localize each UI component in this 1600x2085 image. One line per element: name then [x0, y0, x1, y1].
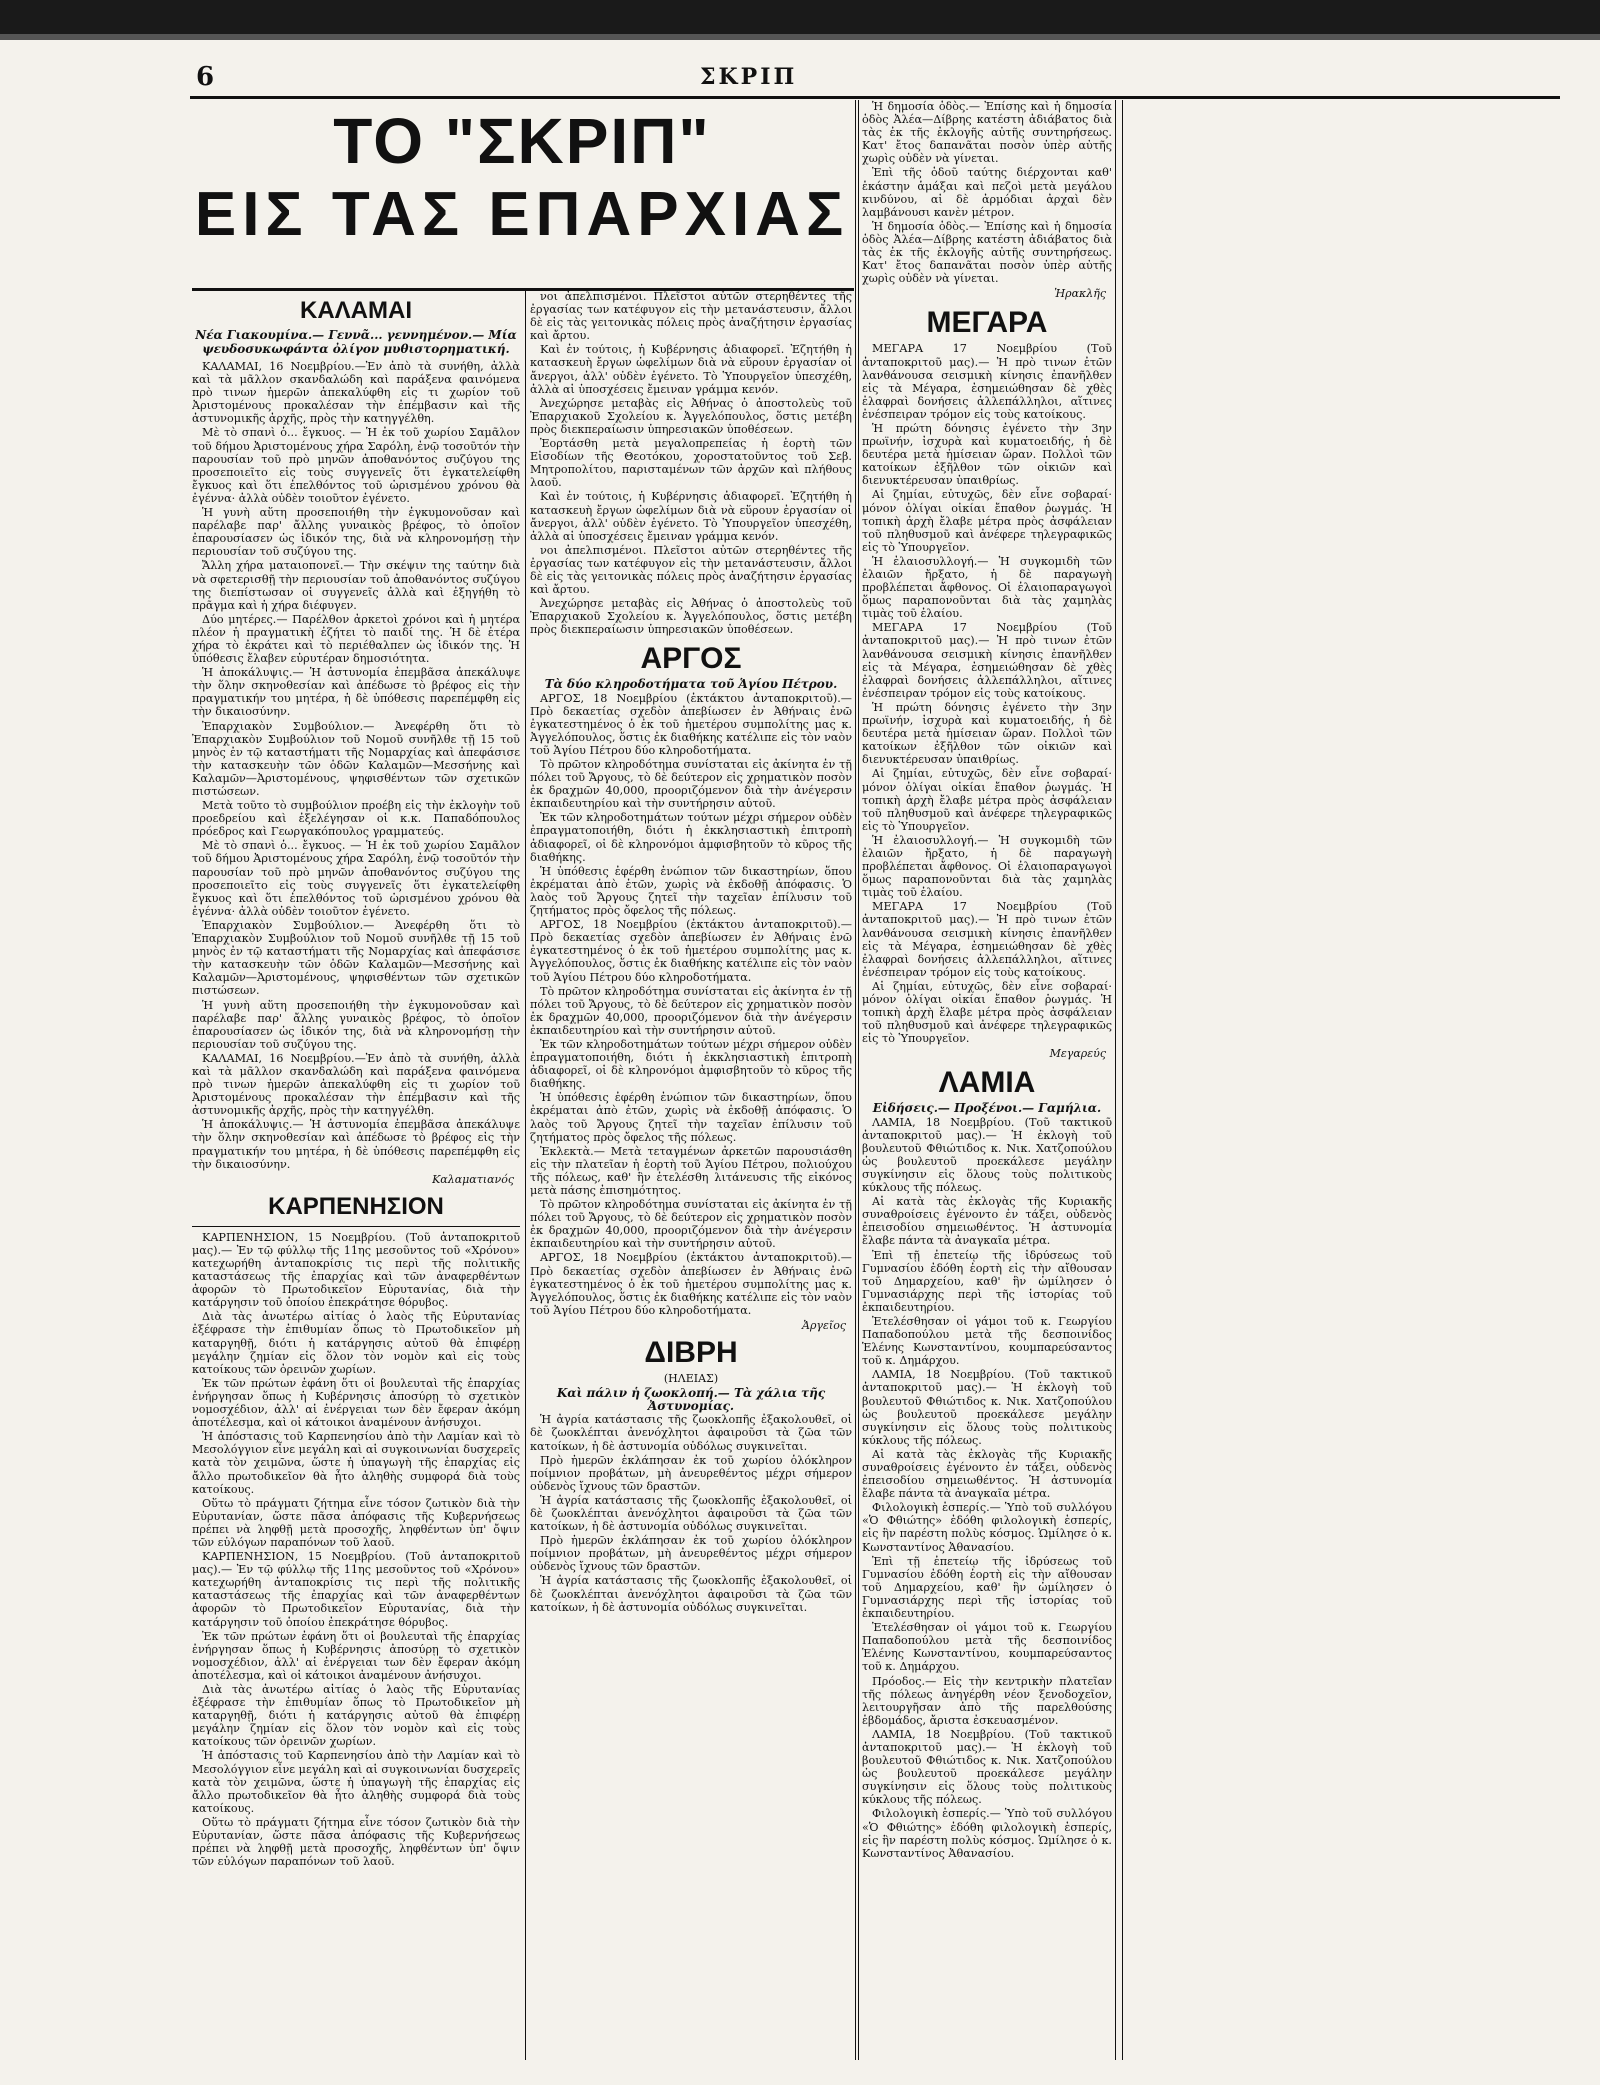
col2-paragraph: Καὶ ἐν τούτοις, ἡ Κυβέρνησις ἀδιαφορεῖ. Ἐζητήθη ἡ κατασκευὴ ἔργων ὠφελίμων διὰ νὰ εὕρουν ἐργασίαν οἱ ἄνεργοι, ἀλλ' οὐδὲν ἐγένετο. Τὸ Ὑπουργεῖον ὑπεσχέθη, ἀλλὰ αἱ ὑποσχέσεις ἔμειναν γράμμα κενόν.: [530, 343, 852, 396]
karpenision-paragraph: ΚΑΡΠΕΝΗΣΙΟΝ, 15 Νοεμβρίου. (Τοῦ ἀνταποκριτοῦ μας).— Ἐν τῷ φύλλῳ τῆς 11ης μεσοῦντος τοῦ «Χρόνου» κατεχωρήθη ἀνταποκρίσις τις περὶ τῆς πολιτικῆς καταστάσεως τῆς ἐπαρχίας καὶ τῶν ἀναφερθέντων ἀφορῶν τὸ Πρωτοδικεῖον Εὐρυτανίας, διὰ τὴν κατάργησιν τοῦ ὁποίου ἐπεκράτησε θόρυβος.: [192, 1230, 520, 1310]
col3-paragraph: Ἡ δημοσία ὁδὸς.— Ἐπίσης καὶ ἡ δημοσία ὁδὸς Ἀλέα—Δίβρης κατέστη ἀδιάβατος διὰ τὰς ἐκ τῆς ἐκλογῆς αὐτῆς συντηρήσεως. Κατ' ἔτος δαπανᾶται ποσὸν ὑπὲρ αὐτῆς χωρὶς οὐδὲν νὰ γίνεται.: [862, 100, 1112, 166]
argos-paragraph: Ἐκ τῶν κληροδοτημάτων τούτων μέχρι σήμερον οὐδὲν ἐπραγματοποιήθη, διότι ἡ ἐκκλησιαστικὴ ἐπιτροπὴ ἀδιαφορεῖ, οἱ δὲ κληρονόμοι ἀμφισβητοῦν τὸ κῦρος τῆς διαθήκης.: [530, 811, 852, 864]
column-rule: [1122, 100, 1123, 2060]
livri-paragraph: Πρὸ ἡμερῶν ἐκλάπησαν ἐκ τοῦ χωρίου ὁλόκληρον ποίμνιον προβάτων, μὴ ἀνευρεθέντος μέχρι σήμερον οὐδενὸς ἴχνους τῶν δραστῶν.: [530, 1534, 852, 1574]
megara-paragraph: Ἡ πρώτη δόνησις ἐγένετο τὴν 3ην πρωϊνήν, ἰσχυρὰ καὶ κυματοειδής, ἡ δὲ δευτέρα μετὰ ἡμίσειαν ὥραν. Πολλοὶ τῶν κατοίκων ἐξῆλθον τῶν οἰκιῶν καὶ διενυκτέρευσαν ὑπαιθρίως.: [862, 700, 1112, 767]
kalamai-paragraph: Ἡ ἀποκάλυψις.— Ἡ ἀστυνομία ἐπεμβᾶσα ἀπεκάλυψε τὴν ὅλην σκηνοθεσίαν καὶ ἀπέδωσε τὸ βρέφος εἰς τὴν πραγματικήν του μητέρα, ἡ δὲ ὑπόθεσις παρεπέμφθη εἰς τὴν δικαιοσύνην.: [192, 1118, 520, 1171]
paper-name: ΣΚΡΙΠ: [700, 64, 798, 90]
column-1: [192, 296, 520, 2056]
col3-signature: Ἡρακλῆς: [1054, 287, 1106, 301]
lamia-paragraph: ΛΑΜΙΑ, 18 Νοεμβρίου. (Τοῦ τακτικοῦ ἀνταποκριτοῦ μας).— Ἡ ἐκλογὴ τοῦ βουλευτοῦ Φθιώτιδος κ. Νικ. Χατζοπούλου ὡς βουλευτοῦ προεκάλεσε μεγάλην συγκίνησιν εἰς ὅλους τοὺς πολιτικοὺς κύκλους τῆς πόλεως.: [862, 1368, 1112, 1447]
divider: [192, 1226, 520, 1227]
karpenision-paragraph: Ἐκ τῶν πρώτων ἐφάνη ὅτι οἱ βουλευταὶ τῆς ἐπαρχίας ἐνήργησαν ὅπως ἡ Κυβέρνησις ἀποσύρῃ τὸ σχετικὸν νομοσχέδιον, ἀλλ' αἱ ἐνέργειαι των δὲν ἔφεραν ἀκόμη ἀποτέλεσμα, καὶ οἱ κάτοικοι ἀναμένουν ἀνήσυχοι.: [192, 1629, 520, 1682]
megara-paragraph: Αἱ ζημίαι, εὐτυχῶς, δὲν εἶνε σοβαραί· μόνον ὀλίγαι οἰκίαι ἔπαθον ῥωγμάς. Ἡ τοπικὴ ἀρχὴ ἔλαβε μέτρα πρὸς ἀσφάλειαν τοῦ πληθυσμοῦ καὶ ἀνέφερε τηλεγραφικῶς εἰς τὸ Ὑπουργεῖον.: [862, 488, 1112, 554]
megara-paragraph: ΜΕΓΑΡΑ 17 Νοεμβρίου (Τοῦ ἀνταποκριτοῦ μας).— Ἡ πρὸ τινων ἐτῶν λανθάνουσα σεισμικὴ κίνησις ἐπανῆλθεν εἰς τὰ Μέγαρα, ἐσημειώθησαν δὲ χθὲς ἐλαφραὶ δονήσεις ἀλλεπάλληλοι, αἵτινες ἐνέσπειραν τρόμον εἰς τοὺς κατοίκους.: [862, 621, 1112, 700]
megara-paragraph: Αἱ ζημίαι, εὐτυχῶς, δὲν εἶνε σοβαραί· μόνον ὀλίγαι οἰκίαι ἔπαθον ῥωγμάς. Ἡ τοπικὴ ἀρχὴ ἔλαβε μέτρα πρὸς ἀσφάλειαν τοῦ πληθυσμοῦ καὶ ἀνέφερε τηλεγραφικῶς εἰς τὸ Ὑπουργεῖον.: [862, 767, 1112, 833]
argos-paragraph: Ἐκ τῶν κληροδοτημάτων τούτων μέχρι σήμερον οὐδὲν ἐπραγματοποιήθη, διότι ἡ ἐκκλησιαστικὴ ἐπιτροπὴ ἀδιαφορεῖ, οἱ δὲ κληρονόμοι ἀμφισβητοῦν τὸ κῦρος τῆς διαθήκης.: [530, 1037, 852, 1091]
argos-signature: Ἀργεῖος: [802, 1318, 846, 1332]
livri-subhead: Καὶ πάλιν ἡ ζωοκλοπή.— Τὰ χάλια τῆς Ἀστυνομίας.: [556, 1386, 826, 1414]
kalamai-paragraph: Ἐπαρχιακὸν Συμβούλιον.— Ἀνεφέρθη ὅτι τὸ Ἐπαρχιακὸν Συμβούλιον τοῦ Νομοῦ συνῆλθε τῇ 15 τοῦ μηνὸς ἐν τῷ καταστήματι τῆς Νομαρχίας καὶ ἀπεφάσισε τὴν κατασκευὴν τῶν ὁδῶν Καλαμῶν—Μεσσήνης καὶ Καλαμῶν—Ἀριστομένους, ψηφισθέντων τῶν σχετικῶν πιστώσεων.: [192, 719, 520, 798]
column-2: [530, 100, 852, 2056]
col2-paragraph: Ἐορτάσθη μετὰ μεγαλοπρεπείας ἡ ἑορτὴ τῶν Εἰσοδίων τῆς Θεοτόκου, χοροστατοῦντος τοῦ Σεβ. Μητροπολίτου, παρισταμένων τῶν ἀρχῶν καὶ πλήθους λαοῦ.: [530, 437, 852, 490]
argos-paragraph: Τὸ πρῶτον κληροδότημα συνίσταται εἰς ἀκίνητα ἐν τῇ πόλει τοῦ Ἄργους, τὸ δὲ δεύτερον εἰς χρηματικὸν ποσὸν ἐκ δραχμῶν 40,000, προοριζόμενον διὰ τὴν ἀνέγερσιν ἐκπαιδευτηρίου καὶ τὴν συντήρησιν αὐτοῦ.: [530, 984, 852, 1037]
lamia-paragraph: Φιλολογικὴ ἑσπερίς.— Ὑπὸ τοῦ συλλόγου «Ὁ Φθιώτης» ἐδόθη φιλολογικὴ ἑσπερίς, εἰς ἣν παρέστη πολὺς κόσμος. Ὡμίλησε ὁ κ. Κωνσταντίνος Ἀθανασίου.: [862, 1501, 1112, 1554]
megara-paragraph: Ἡ πρώτη δόνησις ἐγένετο τὴν 3ην πρωϊνήν, ἰσχυρὰ καὶ κυματοειδής, ἡ δὲ δευτέρα μετὰ ἡμίσειαν ὥραν. Πολλοὶ τῶν κατοίκων ἐξῆλθον τῶν οἰκιῶν καὶ διενυκτέρευσαν ὑπαιθρίως.: [862, 421, 1112, 488]
livri-paragraph: Ἡ ἀγρία κατάστασις τῆς ζωοκλοπῆς ἐξακολουθεῖ, οἱ δὲ ζωοκλέπται ἀνενόχλητοι ἀφαιροῦσι τὰ ζῶα τῶν κατοίκων, ἡ δὲ ἀστυνομία οὐδόλως συγκινεῖται.: [530, 1574, 852, 1614]
livri-subtitle: (ΗΛΕΙΑΣ): [663, 1372, 719, 1386]
kalamai-paragraph: Μὲ τὸ σπανὶ ὁ... ἔγκυος. — Ἡ ἐκ τοῦ χωρίου Σαμᾶλον τοῦ δήμου Ἀριστομένους χήρα Σαρόλη, ἐνῷ τοσοῦτόν τὴν παρουσίαν τοῦ πρὸ μηνῶν ἀποθανόντος συζύγου της προσεποιεῖτο εἰς τοὺς συγγενεῖς ὅτι ἐγκατελείφθη ἔγκυος καὶ ὅτι ἐπελθόντος τοῦ ὡρισμένου χρόνου θὰ ἐγέννα· ἀλλὰ οὐδὲν τοιοῦτον ἐγένετο.: [192, 426, 520, 505]
col2-paragraph: νοι ἀπελπισμένοι. Πλεῖστοι αὐτῶν στερηθέντες τῆς ἐργασίας των κατέφυγον εἰς τὴν μετανάστευσιν, ἄλλοι δὲ εἰς τὰς γειτονικὰς πόλεις πρὸς ἀναζήτησιν ἐργασίας καὶ ἄρτου.: [530, 290, 852, 343]
masthead: [0, 62, 1600, 92]
col3-paragraph: Ἐπὶ τῆς ὁδοῦ ταύτης διέρχονται καθ' ἑκάστην ἁμάξαι καὶ πεζοὶ μετὰ μεγάλου κινδύνου, αἱ δὲ ἀρμόδιαι ἀρχαὶ δὲν λαμβάνουσι κανὲν μέτρον.: [862, 166, 1112, 219]
col2-paragraph: Ἀνεχώρησε μεταβὰς εἰς Ἀθήνας ὁ ἀποστολεὺς τοῦ Ἐπαρχιακοῦ Σχολείου κ. Ἀγγελόπουλος, ὅστις μετέβη πρὸς διεκπεραίωσιν ὑπηρεσιακῶν ὑποθέσεων.: [530, 597, 852, 637]
argos-paragraph: Τὸ πρῶτον κληροδότημα συνίσταται εἰς ἀκίνητα ἐν τῇ πόλει τοῦ Ἄργους, τὸ δὲ δεύτερον εἰς χρηματικὸν ποσὸν ἐκ δραχμῶν 40,000, προοριζόμενον διὰ τὴν ἀνέγερσιν ἐκπαιδευτηρίου καὶ τὴν συντήρησιν αὐτοῦ.: [530, 1198, 852, 1251]
argos-paragraph: Τὸ πρῶτον κληροδότημα συνίσταται εἰς ἀκίνητα ἐν τῇ πόλει τοῦ Ἄργους, τὸ δὲ δεύτερον εἰς χρηματικὸν ποσὸν ἐκ δραχμῶν 40,000, προοριζόμενον διὰ τὴν ἀνέγερσιν ἐκπαιδευτηρίου καὶ τὴν συντήρησιν αὐτοῦ.: [530, 758, 852, 811]
right-ad-area: [1127, 100, 1557, 2056]
lamia-paragraph: ΛΑΜΙΑ, 18 Νοεμβρίου. (Τοῦ τακτικοῦ ἀνταποκριτοῦ μας).— Ἡ ἐκλογὴ τοῦ βουλευτοῦ Φθιώτιδος κ. Νικ. Χατζοπούλου ὡς βουλευτοῦ προεκάλεσε μεγάλην συγκίνησιν εἰς ὅλους τοὺς πολιτικοὺς κύκλους τῆς πόλεως.: [862, 1115, 1112, 1195]
col2-paragraph: Καὶ ἐν τούτοις, ἡ Κυβέρνησις ἀδιαφορεῖ. Ἐζητήθη ἡ κατασκευὴ ἔργων ὠφελίμων διὰ νὰ εὕρουν ἐργασίαν οἱ ἄνεργοι, ἀλλ' οὐδὲν ἐγένετο. Τὸ Ὑπουργεῖον ὑπεσχέθη, ἀλλὰ αἱ ὑποσχέσεις ἔμειναν γράμμα κενόν.: [530, 490, 852, 543]
lamia-paragraph: Πρόοδος.— Εἰς τὴν κεντρικὴν πλατεῖαν τῆς πόλεως ἀνηγέρθη νέον ξενοδοχεῖον, λειτουργῆσαν ἀπὸ τῆς παρελθούσης ἑβδομάδος, ἄριστα ἐσκευασμένον.: [862, 1674, 1112, 1727]
karpenision-paragraph: ΚΑΡΠΕΝΗΣΙΟΝ, 15 Νοεμβρίου. (Τοῦ ἀνταποκριτοῦ μας).— Ἐν τῷ φύλλῳ τῆς 11ης μεσοῦντος τοῦ «Χρόνου» κατεχωρήθη ἀνταποκρίσις τις περὶ τῆς πολιτικῆς καταστάσεως τῆς ἐπαρχίας καὶ τῶν ἀναφερθέντων ἀφορῶν τὸ Πρωτοδικεῖον Εὐρυτανίας, διὰ τὴν κατάργησιν τοῦ ὁποίου ἐπεκράτησε θόρυβος.: [192, 1550, 520, 1629]
lamia-paragraph: Ἐτελέσθησαν οἱ γάμοι τοῦ κ. Γεωργίου Παπαδοπούλου μετὰ τῆς δεσποινίδος Ἑλένης Κωνσταντίνου, κουμπαρεύσαντος τοῦ κ. Δημάρχου.: [862, 1621, 1112, 1674]
kalamai-paragraph: Μετὰ τοῦτο τὸ συμβούλιον προέβη εἰς τὴν ἐκλογὴν τοῦ προεδρείου καὶ ἐξελέγησαν οἱ κ.κ. Παπαδόπουλος πρόεδρος καὶ Γεωργακόπουλος γραμματεύς.: [192, 799, 520, 839]
column-rule: [1115, 100, 1116, 2060]
col2-paragraph: Ἀνεχώρησε μεταβὰς εἰς Ἀθήνας ὁ ἀποστολεὺς τοῦ Ἐπαρχιακοῦ Σχολείου κ. Ἀγγελόπουλος, ὅστις μετέβη πρὸς διεκπεραίωσιν ὑπηρεσιακῶν ὑποθέσεων.: [530, 396, 852, 436]
argos-paragraph: ΑΡΓΟΣ, 18 Νοεμβρίου (ἐκτάκτου ἀνταποκριτοῦ).— Πρὸ δεκαετίας σχεδὸν ἀπεβίωσεν ἐν Ἀθήναις ἐνῶ ἐγκατεστημένος ὁ ἐκ τοῦ ἡμετέρου συμπολίτης μας κ. Ἀγγελόπουλος, ὅστις ἐκ διαθήκης κατέλιπε εἰς τὸν ναὸν τοῦ Ἁγίου Πέτρου δύο κληροδοτήματα.: [530, 691, 852, 757]
section-title-lamia: ΛΑΜΙΑ: [938, 1066, 1036, 1100]
karpenision-paragraph: Ἐκ τῶν πρώτων ἐφάνη ὅτι οἱ βουλευταὶ τῆς ἐπαρχίας ἐνήργησαν ὅπως ἡ Κυβέρνησις ἀποσύρῃ τὸ σχετικὸν νομοσχέδιον, ἀλλ' αἱ ἐνέργειαι των δὲν ἔφεραν ἀκόμη ἀποτέλεσμα, καὶ οἱ κάτοικοι ἀναμένουν ἀνήσυχοι.: [192, 1376, 520, 1430]
karpenision-paragraph: Διὰ τὰς ἀνωτέρω αἰτίας ὁ λαὸς τῆς Εὐρυτανίας ἐξέφρασε τὴν ἐπιθυμίαν ὅπως τὸ Πρωτοδικεῖον μὴ καταργηθῇ, διότι ἡ κατάργησις αὐτοῦ θὰ ἐπιφέρῃ μεγάλην ζημίαν εἰς ὅλον τὸν νομὸν καὶ εἰς τοὺς κατοίκους τῶν ὀρεινῶν χωρίων.: [192, 1683, 520, 1749]
lamia-paragraph: Αἱ κατὰ τὰς ἐκλογὰς τῆς Κυριακῆς συναθροίσεις ἐγένοντο ἐν τάξει, οὐδενὸς ἐπεισοδίου σημειωθέντος. Ἡ ἀστυνομία ἔλαβε πάντα τὰ ἀναγκαῖα μέτρα.: [862, 1195, 1112, 1248]
megara-signature: Μεγαρεύς: [1049, 1047, 1106, 1061]
kalamai-paragraph: ΚΑΛΑΜΑΙ, 16 Νοεμβρίου.—Ἐν ἀπὸ τὰ συνήθη, ἀλλὰ καὶ τὰ μᾶλλον σκανδαλώδη καὶ παράξενα φαινόμενα πρὸ τινων ἡμερῶν ἀπεκαλύφθη εἰς τι χωρίον τοῦ Ἀριστομένους προκαλέσαν τὴν ἐπέμβασιν καὶ τῆς ἀστυνομικῆς ἀρχῆς, πρὸς τὴν κατηγγέλθη.: [192, 1051, 520, 1118]
kalamai-paragraph: Δύο μητέρες.— Παρέλθον ἀρκετοὶ χρόνοι καὶ ἡ μητέρα πλέον ἡ πραγματικὴ ἐζήτει τὸ παιδί της. Ἡ δὲ ἑτέρα χήρα τὸ ἐκράτει καὶ τὸ περιέθαλπεν ὡς ἰδικόν της. Ἡ ὑπόθεσις ἔλαβεν εὐρυτέραν δημοσιότητα.: [192, 612, 520, 666]
section-title-argos: ΑΡΓΟΣ: [640, 642, 742, 676]
kalamai-paragraph: Ἄλλη χήρα ματαιοπονεῖ.— Τὴν σκέψιν της ταύτην διὰ νὰ σφετερισθῇ τὴν περιουσίαν τοῦ ἀποθανόντος συζύγου της διεπίστωσαν οἱ συγγενεῖς ἀλλὰ καὶ ἐξηγήθη τὸ πρᾶγμα καὶ ἡ χήρα διέφυγεν.: [192, 559, 520, 612]
argos-paragraph: Ἡ ὑπόθεσις ἐφέρθη ἐνώπιον τῶν δικαστηρίων, ὅπου ἐκρέμαται ἀπὸ ἐτῶν, χωρὶς νὰ ἐκδοθῇ ἀπόφασις. Ὁ λαὸς τοῦ Ἄργους ζητεῖ τὴν ταχεῖαν ἐπίλυσιν τοῦ ζητήματος πρὸς ὄφελος τῆς πόλεως.: [530, 1091, 852, 1144]
livri-paragraph: Ἡ ἀγρία κατάστασις τῆς ζωοκλοπῆς ἐξακολουθεῖ, οἱ δὲ ζωοκλέπται ἀνενόχλητοι ἀφαιροῦσι τὰ ζῶα τῶν κατοίκων, ἡ δὲ ἀστυνομία οὐδόλως συγκινεῖται.: [530, 1493, 852, 1534]
page-number: 6: [196, 62, 215, 92]
megara-paragraph: ΜΕΓΑΡΑ 17 Νοεμβρίου (Τοῦ ἀνταποκριτοῦ μας).— Ἡ πρὸ τινων ἐτῶν λανθάνουσα σεισμικὴ κίνησις ἐπανῆλθεν εἰς τὰ Μέγαρα, ἐσημειώθησαν δὲ χθὲς ἐλαφραὶ δονήσεις ἀλλεπάλληλοι, αἵτινες ἐνέσπειραν τρόμον εἰς τοὺς κατοίκους.: [862, 342, 1112, 421]
argos-paragraph: Ἐκλεκτὰ.— Μετὰ τεταγμένων ἀρκετῶν παρουσιάσθη εἰς τὴν πλατεῖαν ἡ ἑορτὴ τοῦ Ἁγίου Πέτρου, πολιούχου τῆς πόλεως, καθ' ἣν ἐτελέσθη λιτάνευσις τῆς εἰκόνος μετὰ πάσης ἐπισημότητος.: [530, 1144, 852, 1197]
col2-paragraph: νοι ἀπελπισμένοι. Πλεῖστοι αὐτῶν στερηθέντες τῆς ἐργασίας των κατέφυγον εἰς τὴν μετανάστευσιν, ἄλλοι δὲ εἰς τὰς γειτονικὰς πόλεις πρὸς ἀναζήτησιν ἐργασίας καὶ ἄρτου.: [530, 543, 852, 597]
karpenision-paragraph: Ἡ ἀπόστασις τοῦ Καρπενησίου ἀπὸ τὴν Λαμίαν καὶ τὸ Μεσολόγγιον εἶνε μεγάλη καὶ αἱ συγκοινωνίαι δυσχερεῖς κατὰ τὸν χειμῶνα, ὥστε ἡ ὑπαγωγὴ τῆς ἐπαρχίας εἰς ἄλλο πρωτοδικεῖον θὰ ἦτο ἀληθὴς συμφορά διὰ τοὺς κατοίκους.: [192, 1749, 520, 1815]
col3-paragraph: Ἡ δημοσία ὁδὸς.— Ἐπίσης καὶ ἡ δημοσία ὁδὸς Ἀλέα—Δίβρης κατέστη ἀδιάβατος διὰ τὰς ἐκ τῆς ἐκλογῆς αὐτῆς συντηρήσεως. Κατ' ἔτος δαπανᾶται ποσὸν ὑπὲρ αὐτῆς χωρὶς οὐδὲν νὰ γίνεται.: [862, 219, 1112, 286]
kalamai-paragraph: Ἐπαρχιακὸν Συμβούλιον.— Ἀνεφέρθη ὅτι τὸ Ἐπαρχιακὸν Συμβούλιον τοῦ Νομοῦ συνῆλθε τῇ 15 τοῦ μηνὸς ἐν τῷ καταστήματι τῆς Νομαρχίας καὶ ἀπεφάσισε τὴν κατασκευὴν τῶν ὁδῶν Καλαμῶν—Μεσσήνης καὶ Καλαμῶν—Ἀριστομένους, ψηφισθέντων τῶν σχετικῶν πιστώσεων.: [192, 918, 520, 998]
argos-paragraph: ΑΡΓΟΣ, 18 Νοεμβρίου (ἐκτάκτου ἀνταποκριτοῦ).— Πρὸ δεκαετίας σχεδὸν ἀπεβίωσεν ἐν Ἀθήναις ἐνῶ ἐγκατεστημένος ὁ ἐκ τοῦ ἡμετέρου συμπολίτης μας κ. Ἀγγελόπουλος, ὅστις ἐκ διαθήκης κατέλιπε εἰς τὸν ναὸν τοῦ Ἁγίου Πέτρου δύο κληροδοτήματα.: [530, 918, 852, 984]
section-title-kalamai: ΚΑΛΑΜΑΙ: [300, 297, 412, 324]
lamia-paragraph: Ἐπὶ τῇ ἐπετείῳ τῆς ἱδρύσεως τοῦ Γυμνασίου ἐδόθη ἑορτὴ εἰς τὴν αἴθουσαν τοῦ Δημαρχείου, καθ' ἣν ὡμίλησεν ὁ Γυμνασιάρχης περὶ τῆς ἱστορίας τοῦ ἐκπαιδευτηρίου.: [862, 1248, 1112, 1314]
kalamai-subhead: Νέα Γιακουμίνα.— Γεννᾶ... γεννημένον.— Μία ψευδοσυκωφάντα ὀλίγον μυθιστορηματική.: [195, 328, 517, 356]
headline-line-2: ΕΙΣ ΤΑΣ ΕΠΑΡΧΙΑΣ: [194, 180, 850, 249]
lamia-paragraph: Φιλολογικὴ ἑσπερίς.— Ὑπὸ τοῦ συλλόγου «Ὁ Φθιώτης» ἐδόθη φιλολογικὴ ἑσπερίς, εἰς ἣν παρέστη πολὺς κόσμος. Ὡμίλησε ὁ κ. Κωνσταντίνος Ἀθανασίου.: [862, 1807, 1112, 1860]
argos-paragraph: ΑΡΓΟΣ, 18 Νοεμβρίου (ἐκτάκτου ἀνταποκριτοῦ).— Πρὸ δεκαετίας σχεδὸν ἀπεβίωσεν ἐν Ἀθήναις ἐνῶ ἐγκατεστημένος ὁ ἐκ τοῦ ἡμετέρου συμπολίτης μας κ. Ἀγγελόπουλος, ὅστις ἐκ διαθήκης κατέλιπε εἰς τὸν ναὸν τοῦ Ἁγίου Πέτρου δύο κληροδοτήματα.: [530, 1251, 852, 1317]
kalamai-paragraph: Μὲ τὸ σπανὶ ὁ... ἔγκυος. — Ἡ ἐκ τοῦ χωρίου Σαμᾶλον τοῦ δήμου Ἀριστομένους χήρα Σαρόλη, ἐνῷ τοσοῦτόν τὴν παρουσίαν τοῦ πρὸ μηνῶν ἀποθανόντος συζύγου της προσεποιεῖτο εἰς τοὺς συγγενεῖς ὅτι ἐγκατελείφθη ἔγκυος καὶ ὅτι ἐπελθόντος τοῦ ὡρισμένου χρόνου θὰ ἐγέννα· ἀλλὰ οὐδὲν τοιοῦτον ἐγένετο.: [192, 839, 520, 918]
column-3: [862, 100, 1112, 2056]
karpenision-paragraph: Οὕτω τὸ πράγματι ζήτημα εἶνε τόσον ζωτικὸν διὰ τὴν Εὐρυτανίαν, ὥστε πᾶσα ἀπόφασις τῆς Κυβερνήσεως πρέπει νὰ ληφθῇ μετὰ προσοχῆς, ληφθέντων ὑπ' ὄψιν τῶν εὐλόγων παραπόνων τοῦ λαοῦ.: [192, 1815, 520, 1869]
karpenision-paragraph: Οὕτω τὸ πράγματι ζήτημα εἶνε τόσον ζωτικὸν διὰ τὴν Εὐρυτανίαν, ὥστε πᾶσα ἀπόφασις τῆς Κυβερνήσεως πρέπει νὰ ληφθῇ μετὰ προσοχῆς, ληφθέντων ὑπ' ὄψιν τῶν εὐλόγων παραπόνων τοῦ λαοῦ.: [192, 1496, 520, 1549]
megara-paragraph: Αἱ ζημίαι, εὐτυχῶς, δὲν εἶνε σοβαραί· μόνον ὀλίγαι οἰκίαι ἔπαθον ῥωγμάς. Ἡ τοπικὴ ἀρχὴ ἔλαβε μέτρα πρὸς ἀσφάλειαν τοῦ πληθυσμοῦ καὶ ἀνέφερε τηλεγραφικῶς εἰς τὸ Ὑπουργεῖον.: [862, 979, 1112, 1046]
column-rule: [855, 100, 856, 2060]
megara-paragraph: Ἡ ἐλαιοσυλλογή.— Ἡ συγκομιδὴ τῶν ἐλαιῶν ἤρξατο, ἡ δὲ παραγωγὴ προβλέπεται ἄφθονος. Οἱ ἐλαιοπαραγωγοὶ ὅμως παραπονοῦνται διὰ τὰς χαμηλὰς τιμὰς τοῦ ἐλαίου.: [862, 833, 1112, 900]
masthead-rule: [190, 96, 1560, 99]
lamia-paragraph: ΛΑΜΙΑ, 18 Νοεμβρίου. (Τοῦ τακτικοῦ ἀνταποκριτοῦ μας).— Ἡ ἐκλογὴ τοῦ βουλευτοῦ Φθιώτιδος κ. Νικ. Χατζοπούλου ὡς βουλευτοῦ προεκάλεσε μεγάλην συγκίνησιν εἰς ὅλους τοὺς πολιτικοὺς κύκλους τῆς πόλεως.: [862, 1727, 1112, 1807]
column-rule: [525, 290, 526, 2060]
section-title-livri: ΔΙΒΡΗ: [644, 1336, 738, 1370]
kalamai-paragraph: ΚΑΛΑΜΑΙ, 16 Νοεμβρίου.—Ἐν ἀπὸ τὰ συνήθη, ἀλλὰ καὶ τὰ μᾶλλον σκανδαλώδη καὶ παράξενα φαινόμενα πρὸ τινων ἡμερῶν ἀπεκαλύφθη εἰς τι χωρίον τοῦ Ἀριστομένους προκαλέσαν τὴν ἐπέμβασιν καὶ τῆς ἀστυνομικῆς ἀρχῆς, πρὸς τὴν κατηγγέλθη.: [192, 360, 520, 426]
karpenision-paragraph: Διὰ τὰς ἀνωτέρω αἰτίας ὁ λαὸς τῆς Εὐρυτανίας ἐξέφρασε τὴν ἐπιθυμίαν ὅπως τὸ Πρωτοδικεῖον μὴ καταργηθῇ, διότι ἡ κατάργησις αὐτοῦ θὰ ἐπιφέρῃ μεγάλην ζημίαν εἰς ὅλον τὸν νομὸν καὶ εἰς τοὺς κατοίκους τῶν ὀρεινῶν χωρίων.: [192, 1310, 520, 1376]
kalamai-paragraph: Ἡ γυνὴ αὕτη προσεποιήθη τὴν ἐγκυμονοῦσαν καὶ παρέλαβε παρ' ἄλλης γυναικὸς βρέφος, τὸ ὁποῖον ἐπαρουσίασεν ὡς ἰδικόν της, διὰ νὰ κληρονομήσῃ τὴν περιουσίαν τοῦ συζύγου της.: [192, 998, 520, 1051]
kalamai-paragraph: Ἡ γυνὴ αὕτη προσεποιήθη τὴν ἐγκυμονοῦσαν καὶ παρέλαβε παρ' ἄλλης γυναικὸς βρέφος, τὸ ὁποῖον ἐπαρουσίασεν ὡς ἰδικόν της, διὰ νὰ κληρονομήσῃ τὴν περιουσίαν τοῦ συζύγου της.: [192, 506, 520, 559]
lamia-subhead: Εἰδήσεις.— Προξένοι.— Γαμήλια.: [872, 1101, 1102, 1116]
lamia-paragraph: Αἱ κατὰ τὰς ἐκλογὰς τῆς Κυριακῆς συναθροίσεις ἐγένοντο ἐν τάξει, οὐδενὸς ἐπεισοδίου σημειωθέντος. Ἡ ἀστυνομία ἔλαβε πάντα τὰ ἀναγκαῖα μέτρα.: [862, 1447, 1112, 1501]
scan-edge-bar: [0, 0, 1600, 34]
lamia-paragraph: Ἐπὶ τῇ ἐπετείῳ τῆς ἱδρύσεως τοῦ Γυμνασίου ἐδόθη ἑορτὴ εἰς τὴν αἴθουσαν τοῦ Δημαρχείου, καθ' ἣν ὡμίλησεν ὁ Γυμνασιάρχης περὶ τῆς ἱστορίας τοῦ ἐκπαιδευτηρίου.: [862, 1554, 1112, 1621]
lamia-paragraph: Ἐτελέσθησαν οἱ γάμοι τοῦ κ. Γεωργίου Παπαδοπούλου μετὰ τῆς δεσποινίδος Ἑλένης Κωνσταντίνου, κουμπαρεύσαντος τοῦ κ. Δημάρχου.: [862, 1314, 1112, 1368]
megara-paragraph: ΜΕΓΑΡΑ 17 Νοεμβρίου (Τοῦ ἀνταποκριτοῦ μας).— Ἡ πρὸ τινων ἐτῶν λανθάνουσα σεισμικὴ κίνησις ἐπανῆλθεν εἰς τὰ Μέγαρα, ἐσημειώθησαν δὲ χθὲς ἐλαφραὶ δονήσεις ἀλλεπάλληλοι, αἵτινες ἐνέσπειραν τρόμον εἰς τοὺς κατοίκους.: [862, 900, 1112, 979]
section-title-megara: ΜΕΓΑΡΑ: [926, 306, 1048, 340]
livri-paragraph: Πρὸ ἡμερῶν ἐκλάπησαν ἐκ τοῦ χωρίου ὁλόκληρον ποίμνιον προβάτων, μὴ ἀνευρεθέντος μέχρι σήμερον οὐδενὸς ἴχνους τῶν δραστῶν.: [530, 1453, 852, 1493]
megara-paragraph: Ἡ ἐλαιοσυλλογή.— Ἡ συγκομιδὴ τῶν ἐλαιῶν ἤρξατο, ἡ δὲ παραγωγὴ προβλέπεται ἄφθονος. Οἱ ἐλαιοπαραγωγοὶ ὅμως παραπονοῦνται διὰ τὰς χαμηλὰς τιμὰς τοῦ ἐλαίου.: [862, 554, 1112, 621]
section-title-karpenision: ΚΑΡΠΕΝΗΣΙΟΝ: [268, 1192, 444, 1220]
kalamai-paragraph: Ἡ ἀποκάλυψις.— Ἡ ἀστυνομία ἐπεμβᾶσα ἀπεκάλυψε τὴν ὅλην σκηνοθεσίαν καὶ ἀπέδωσε τὸ βρέφος εἰς τὴν πραγματικήν του μητέρα, ἡ δὲ ὑπόθεσις παρεπέμφθη εἰς τὴν δικαιοσύνην.: [192, 666, 520, 719]
argos-paragraph: Ἡ ὑπόθεσις ἐφέρθη ἐνώπιον τῶν δικαστηρίων, ὅπου ἐκρέμαται ἀπὸ ἐτῶν, χωρὶς νὰ ἐκδοθῇ ἀπόφασις. Ὁ λαὸς τοῦ Ἄργους ζητεῖ τὴν ταχεῖαν ἐπίλυσιν τοῦ ζητήματος πρὸς ὄφελος τῆς πόλεως.: [530, 864, 852, 918]
headline-line-1: ΤΟ "ΣΚΡΙΠ": [333, 105, 711, 177]
livri-paragraph: Ἡ ἀγρία κατάστασις τῆς ζωοκλοπῆς ἐξακολουθεῖ, οἱ δὲ ζωοκλέπται ἀνενόχλητοι ἀφαιροῦσι τὰ ζῶα τῶν κατοίκων, ἡ δὲ ἀστυνομία οὐδόλως συγκινεῖται.: [530, 1413, 852, 1453]
column-rule: [858, 100, 859, 2060]
kalamai-signature: Καλαματιανός: [432, 1172, 514, 1186]
karpenision-paragraph: Ἡ ἀπόστασις τοῦ Καρπενησίου ἀπὸ τὴν Λαμίαν καὶ τὸ Μεσολόγγιον εἶνε μεγάλη καὶ αἱ συγκοινωνίαι δυσχερεῖς κατὰ τὸν χειμῶνα, ὥστε ἡ ὑπαγωγὴ τῆς ἐπαρχίας εἰς ἄλλο πρωτοδικεῖον θὰ ἦτο ἀληθὴς συμφορά διὰ τοὺς κατοίκους.: [192, 1430, 520, 1496]
argos-subhead: Τὰ δύο κληροδοτήματα τοῦ Ἁγίου Πέτρου.: [544, 677, 838, 692]
